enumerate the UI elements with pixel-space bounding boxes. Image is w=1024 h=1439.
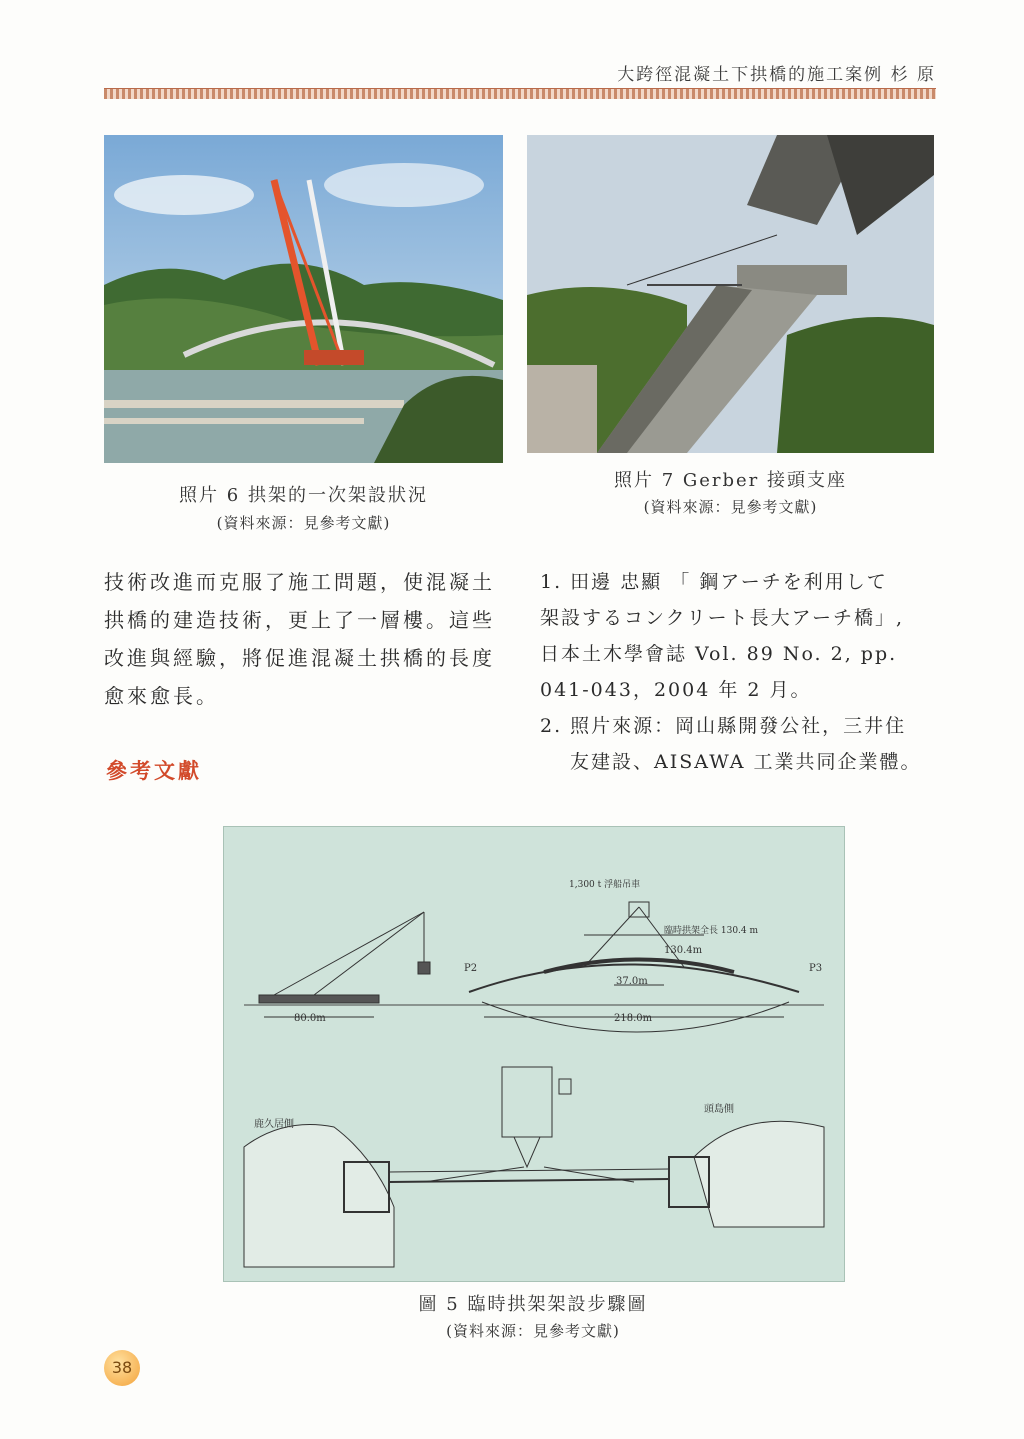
reference-line: 友建設、AISAWA 工業共同企業體。 <box>570 751 922 773</box>
figure-5-source: (資料來源：見參考文獻) <box>446 1322 620 1340</box>
header-rule <box>104 88 936 99</box>
figure-5-diagram <box>223 826 845 1282</box>
dim-218-label: 218.0m <box>614 1013 653 1024</box>
photo-7-source: (資料來源：見參考文獻) <box>643 498 818 516</box>
dim-130-label: 130.4m <box>664 945 703 956</box>
dim-80-label: 80.0m <box>294 1013 326 1024</box>
body-line: 改進與經驗，將促進混凝土拱橋的長度 <box>104 646 495 670</box>
body-line: 愈來愈長。 <box>104 684 219 708</box>
photo-7 <box>527 135 934 453</box>
reference-line: 日本土木學會誌 Vol. 89 No. 2, pp. <box>540 643 898 665</box>
dim-37-label: 37.0m <box>616 976 648 987</box>
photo-7-caption: 照片 7 Gerber 接頭支座 <box>613 470 848 491</box>
crane-barge <box>259 912 430 1017</box>
left-side-label: 鹿久居側 <box>254 1119 294 1130</box>
right-side-label: 頭島側 <box>704 1104 734 1115</box>
figure-5-caption: 圖 5 臨時拱架架設步驟圖 <box>418 1294 648 1315</box>
plan-view <box>244 1067 824 1267</box>
body-line: 拱橋的建造技術，更上了一層樓。這些 <box>104 608 495 632</box>
running-header: 大跨徑混凝土下拱橋的施工案例 杉 原 <box>617 65 936 85</box>
photo-6-source: (資料來源：見參考文獻) <box>216 514 391 532</box>
page-number: 38 <box>104 1350 140 1386</box>
body-line: 技術改進而克服了施工問題，使混凝土 <box>104 570 495 594</box>
crane-label: 1,300 t 浮船吊車 <box>569 880 641 890</box>
photo-6 <box>104 135 503 463</box>
references-heading: 參考文獻 <box>106 758 202 783</box>
pier-p2-label: P2 <box>464 963 478 974</box>
pier-p3-label: P3 <box>809 963 823 974</box>
reference-line: 1. 田邊 忠顯 「 鋼アーチを利用して <box>540 571 888 593</box>
reference-line: 2. 照片來源：岡山縣開發公社，三井住 <box>540 715 907 737</box>
reference-line: 041-043，2004 年 2 月。 <box>540 679 812 701</box>
reference-line: 架設するコンクリート長大アーチ橋」, <box>540 607 905 629</box>
total-length-label: 臨時拱架全長 130.4 m <box>664 926 759 936</box>
body-paragraph <box>104 563 504 715</box>
photo-6-caption: 照片 6 拱架的一次架設狀況 <box>179 485 428 506</box>
